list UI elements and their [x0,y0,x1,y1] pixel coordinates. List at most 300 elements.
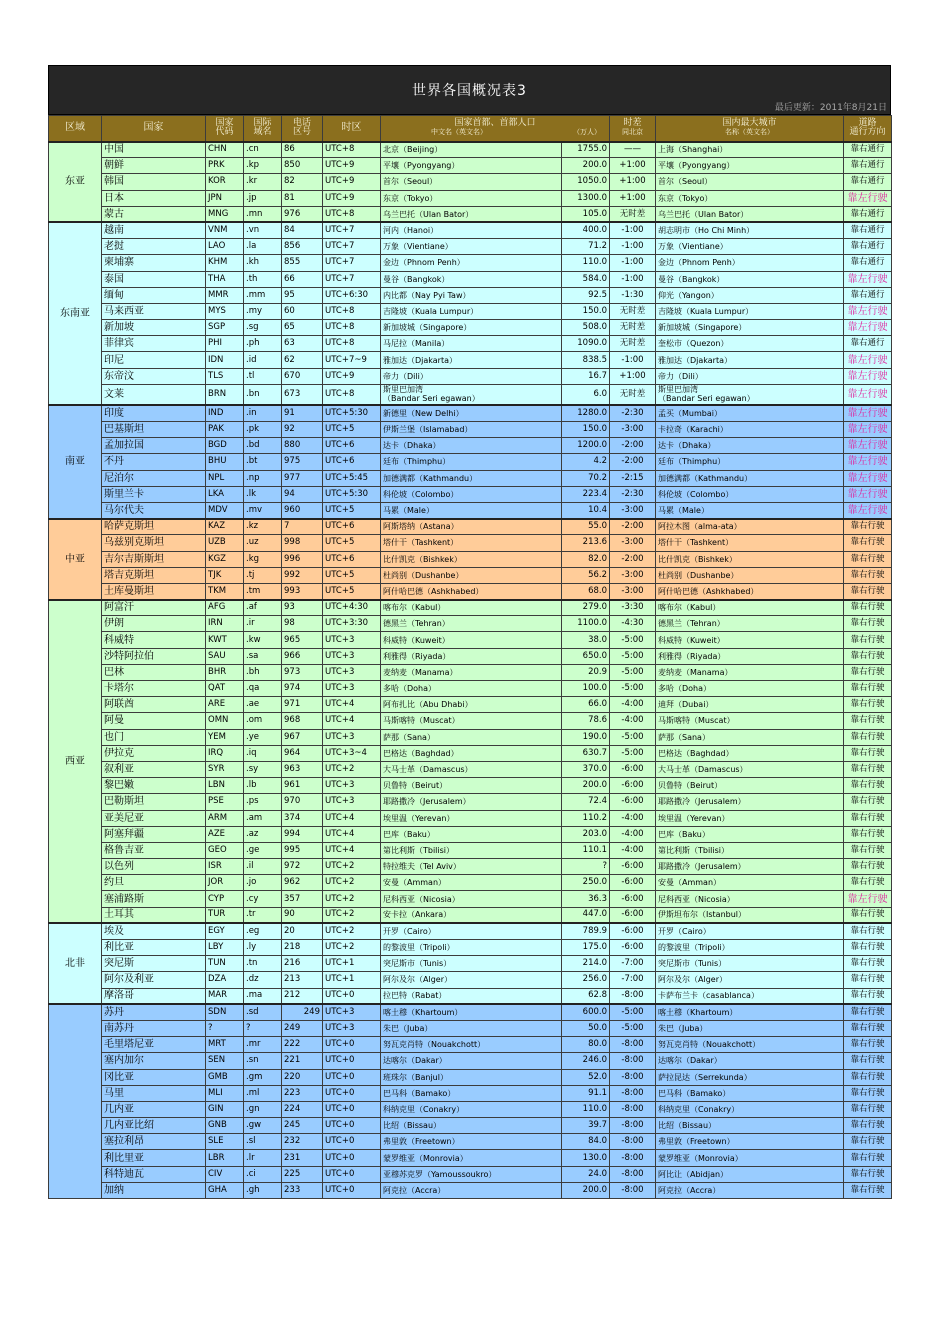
phone-code: 98 [282,616,323,632]
largest-city: 耶路撒冷（Jerusalem） [656,794,844,810]
timezone: UTC+5 [323,535,381,551]
table-row [49,697,892,713]
country-code: NPL [206,470,244,486]
table-row [49,1101,892,1117]
table-row [49,923,892,939]
country-code: IRQ [206,745,244,761]
table-row [49,1037,892,1053]
domain: ? [244,1020,282,1036]
country-name: 利比亚 [102,940,206,956]
largest-city: 麦纳麦（Manama） [656,664,844,680]
road-direction: 靠右行驶 [844,794,892,810]
time-diff: -1:00 [610,222,656,238]
capital: 开罗（Cairo） [381,923,562,939]
timezone: UTC+6 [323,454,381,470]
domain: .gw [244,1118,282,1134]
phone-code: 977 [282,470,323,486]
table-row [49,454,892,470]
population: 62.8 [562,988,610,1004]
time-diff: -8:00 [610,988,656,1004]
timezone: UTC+3 [323,729,381,745]
timezone: UTC+3 [323,794,381,810]
domain: .bt [244,454,282,470]
country-code: GEO [206,842,244,858]
capital: 科纳克里（Conakry） [381,1101,562,1117]
time-diff: -3:30 [610,600,656,616]
capital: 北京（Beijing） [381,142,562,158]
capital: 亚穆苏克罗（Yamoussoukro） [381,1166,562,1182]
population: 100.0 [562,681,610,697]
road-direction: 靠右通行 [844,336,892,352]
country-name: 不丹 [102,454,206,470]
time-diff: -8:00 [610,1085,656,1101]
time-diff: -5:00 [610,1020,656,1036]
capital: 耶路撒冷（Jerusalem） [381,794,562,810]
country-name: 南苏丹 [102,1020,206,1036]
population: 16.7 [562,368,610,384]
table-row [49,190,892,206]
timezone: UTC+5 [323,583,381,599]
phone-code: 249 [282,1004,323,1020]
population: 4.2 [562,454,610,470]
largest-city: 巴马科（Bamako） [656,1085,844,1101]
time-diff: -6:00 [610,907,656,923]
table-row [49,142,892,158]
country-name: 泰国 [102,271,206,287]
population: 24.0 [562,1166,610,1182]
country-code: GNB [206,1118,244,1134]
time-diff: -5:00 [610,632,656,648]
largest-city: 比绍（Bissau） [656,1118,844,1134]
largest-city: 斯里巴加湾 （Bandar Seri egawan） [656,384,844,405]
capital: 特拉维夫（Tel Aviv） [381,859,562,875]
capital: 科威特（Kuweit） [381,632,562,648]
table-row [49,222,892,238]
capital: 比什凯克（Bishkek） [381,551,562,567]
capital: 埃里温（Yerevan） [381,810,562,826]
country-code: LKA [206,486,244,502]
phone-code: 218 [282,940,323,956]
largest-city: 科纳克里（Conakry） [656,1101,844,1117]
country-name: 土耳其 [102,907,206,923]
table-row [49,206,892,222]
road-direction: 靠右行驶 [844,988,892,1004]
population: 250.0 [562,875,610,891]
table-row [49,681,892,697]
road-direction: 靠右行驶 [844,648,892,664]
domain: .cy [244,891,282,907]
timezone: UTC+4 [323,697,381,713]
capital: 安曼（Amman） [381,875,562,891]
road-direction: 靠右行驶 [844,1004,892,1020]
phone-code: 961 [282,778,323,794]
country-code: JOR [206,875,244,891]
road-direction: 靠右行驶 [844,1166,892,1182]
timezone: UTC+0 [323,1134,381,1150]
country-code: PRK [206,158,244,174]
largest-city: 达卡（Dhaka） [656,438,844,454]
capital: 科伦坡（Colombo） [381,486,562,502]
country-name: 伊朗 [102,616,206,632]
phone-code: 996 [282,551,323,567]
largest-city: 奎松市（Quezon） [656,336,844,352]
timezone: UTC+8 [323,336,381,352]
country-code: IND [206,405,244,421]
capital: 巴格达（Baghdad） [381,745,562,761]
largest-city: 德黑兰（Tehran） [656,616,844,632]
phone-code: 998 [282,535,323,551]
largest-city: 万象（Vientiane） [656,239,844,255]
road-direction: 靠右行驶 [844,600,892,616]
phone-code: 357 [282,891,323,907]
road-direction: 靠左行驶 [844,405,892,421]
country-name: 印度 [102,405,206,421]
population: 20.9 [562,664,610,680]
table-row [49,320,892,336]
phone-code: 670 [282,368,323,384]
domain: .cn [244,142,282,158]
table-row [49,826,892,842]
country-code: ? [206,1020,244,1036]
table-row [49,761,892,777]
phone-code: 855 [282,255,323,271]
country-code: AZE [206,826,244,842]
country-code: CYP [206,891,244,907]
country-code: KHM [206,255,244,271]
country-name: 也门 [102,729,206,745]
time-diff: -5:00 [610,648,656,664]
header-city-title: 国内最大城市 [722,118,777,129]
domain: .qa [244,681,282,697]
domain: .np [244,470,282,486]
population: 82.0 [562,551,610,567]
capital: 比绍（Bissau） [381,1118,562,1134]
largest-city: 阿克拉（Accra） [656,1182,844,1198]
road-direction: 靠右通行 [844,174,892,190]
population: 150.0 [562,303,610,319]
country-name: 尼泊尔 [102,470,206,486]
timezone: UTC+2 [323,923,381,939]
population: 80.0 [562,1037,610,1053]
phone-code: 60 [282,303,323,319]
time-diff: -7:00 [610,956,656,972]
time-diff: 无时差 [610,384,656,405]
largest-city: 耶路撒冷（Jerusalem） [656,859,844,875]
largest-city: 第比利斯（Tbilisi） [656,842,844,858]
capital: 东京（Tokyo） [381,190,562,206]
capital: 尼科西亚（Nicosia） [381,891,562,907]
time-diff: 无时差 [610,303,656,319]
country-name: 阿富汗 [102,600,206,616]
domain: .mm [244,287,282,303]
country-code: ARM [206,810,244,826]
timezone: UTC+0 [323,1037,381,1053]
domain: .kh [244,255,282,271]
domain: .bh [244,664,282,680]
road-direction: 靠右行驶 [844,826,892,842]
road-direction: 靠左行驶 [844,271,892,287]
table-row [49,940,892,956]
capital: 马累（Male） [381,502,562,518]
phone-code: 967 [282,729,323,745]
road-direction: 靠右行驶 [844,1085,892,1101]
road-direction: 靠右行驶 [844,842,892,858]
domain: .la [244,239,282,255]
timezone: UTC+8 [323,303,381,319]
road-direction: 靠左行驶 [844,438,892,454]
domain: .ae [244,697,282,713]
timezone: UTC+4 [323,842,381,858]
phone-code: 94 [282,486,323,502]
time-diff: -8:00 [610,1182,656,1198]
country-code: YEM [206,729,244,745]
population: 78.6 [562,713,610,729]
country-name: 突尼斯 [102,956,206,972]
road-direction: 靠左行驶 [844,384,892,405]
road-direction: 靠右行驶 [844,583,892,599]
population: 1300.0 [562,190,610,206]
domain: .tj [244,567,282,583]
phone-code: 992 [282,567,323,583]
capital: 首尔（Seoul） [381,174,562,190]
time-diff: -6:00 [610,761,656,777]
population: 630.7 [562,745,610,761]
phone-code: 95 [282,287,323,303]
domain: .sa [244,648,282,664]
largest-city: 科伦坡（Colombo） [656,486,844,502]
road-direction: 靠右行驶 [844,972,892,988]
timezone: UTC+1 [323,956,381,972]
road-direction: 靠右行驶 [844,1118,892,1134]
road-direction: 靠右通行 [844,142,892,158]
road-direction: 靠右行驶 [844,923,892,939]
country-name: 哈萨克斯坦 [102,519,206,535]
phone-code: 82 [282,174,323,190]
time-diff: -2:30 [610,405,656,421]
phone-code: 224 [282,1101,323,1117]
road-direction: 靠右行驶 [844,778,892,794]
country-code: AFG [206,600,244,616]
phone-code: 221 [282,1053,323,1069]
time-diff: -8:00 [610,1134,656,1150]
time-diff: +1:00 [610,158,656,174]
capital: 蒙罗维亚（Monrovia） [381,1150,562,1166]
country-code: MYS [206,303,244,319]
capital: 新德里（New Delhi） [381,405,562,421]
domain: .ly [244,940,282,956]
population: 10.4 [562,502,610,518]
population: 190.0 [562,729,610,745]
timezone: UTC+7~9 [323,352,381,368]
population: 600.0 [562,1004,610,1020]
header-diff [610,116,656,142]
road-direction: 靠左行驶 [844,891,892,907]
largest-city: 喀土穆（Khartoum） [656,1004,844,1020]
time-diff: -8:00 [610,1118,656,1134]
country-name: 文莱 [102,384,206,405]
capital: 河内（Hanoi） [381,222,562,238]
largest-city: 巴格达（Baghdad） [656,745,844,761]
domain: .lb [244,778,282,794]
timezone: UTC+6:30 [323,287,381,303]
country-name: 冈比亚 [102,1069,206,1085]
capital: 努瓦克肖特（Nouakchott） [381,1037,562,1053]
largest-city: 阿什哈巴德（Ashkhabed） [656,583,844,599]
timezone: UTC+3 [323,632,381,648]
capital: 安卡拉（Ankara） [381,907,562,923]
largest-city: 埃里温（Yerevan） [656,810,844,826]
population: 203.0 [562,826,610,842]
largest-city: 曼谷（Bangkok） [656,271,844,287]
phone-code: 971 [282,697,323,713]
header-phone: 电话 区号 [282,116,323,142]
capital: 曼谷（Bangkok） [381,271,562,287]
country-name: 加纳 [102,1182,206,1198]
capital: 廷布（Thimphu） [381,454,562,470]
country-name: 以色列 [102,859,206,875]
largest-city: 伊斯坦布尔（Istanbul） [656,907,844,923]
table-row [49,567,892,583]
timezone: UTC+2 [323,891,381,907]
timezone: UTC+6 [323,519,381,535]
domain: .gh [244,1182,282,1198]
capital: 阿克拉（Accra） [381,1182,562,1198]
phone-code: 84 [282,222,323,238]
timezone: UTC+8 [323,206,381,222]
road-direction: 靠右行驶 [844,761,892,777]
table-row [49,616,892,632]
capital: 塔什干（Tashkent） [381,535,562,551]
largest-city: 科威特（Kuweit） [656,632,844,648]
country-name: 几内亚比绍 [102,1118,206,1134]
phone-code: 374 [282,810,323,826]
domain: .il [244,859,282,875]
country-name: 新加坡 [102,320,206,336]
timezone: UTC+3 [323,648,381,664]
domain: .sg [244,320,282,336]
road-direction: 靠右通行 [844,239,892,255]
largest-city: 喀布尔（Kabul） [656,600,844,616]
largest-city: 多哈（Doha） [656,681,844,697]
time-diff: -2:00 [610,519,656,535]
country-code: SDN [206,1004,244,1020]
phone-code: 994 [282,826,323,842]
time-diff: -3:00 [610,502,656,518]
table-row [49,988,892,1004]
road-direction: 靠右行驶 [844,1134,892,1150]
capital: 阿尔及尔（Alger） [381,972,562,988]
time-diff: -4:00 [610,826,656,842]
capital: 帝力（Dili） [381,368,562,384]
domain: .eg [244,923,282,939]
time-diff: -6:00 [610,794,656,810]
table-row [49,336,892,352]
time-diff: -2:00 [610,551,656,567]
capital: 麦纳麦（Manama） [381,664,562,680]
domain: .sl [244,1134,282,1150]
table-row [49,384,892,405]
table-row [49,907,892,923]
population: 6.0 [562,384,610,405]
country-code: SEN [206,1053,244,1069]
domain: .ye [244,729,282,745]
capital: 第比利斯（Tbilisi） [381,842,562,858]
phone-code: 223 [282,1085,323,1101]
table-row [49,1085,892,1101]
title-bar [48,65,891,115]
time-diff: -1:00 [610,271,656,287]
country-name: 巴林 [102,664,206,680]
timezone: UTC+1 [323,972,381,988]
time-diff: -5:00 [610,1004,656,1020]
time-diff: -6:00 [610,859,656,875]
header-row [49,116,892,142]
time-diff: —— [610,142,656,158]
road-direction: 靠右行驶 [844,1101,892,1117]
country-name: 马来西亚 [102,303,206,319]
spreadsheet [48,65,891,1199]
country-code: MRT [206,1037,244,1053]
timezone: UTC+7 [323,222,381,238]
phone-code: 973 [282,664,323,680]
country-name: 韩国 [102,174,206,190]
population: 256.0 [562,972,610,988]
table-row [49,1004,892,1020]
time-diff: -8:00 [610,1101,656,1117]
header-capital-title: 国家首都、首都人口 [454,118,536,129]
country-name: 格鲁吉亚 [102,842,206,858]
road-direction: 靠右行驶 [844,1020,892,1036]
largest-city: 利雅得（Riyada） [656,648,844,664]
country-name: 阿曼 [102,713,206,729]
time-diff: -1:00 [610,239,656,255]
domain: .tm [244,583,282,599]
phone-code: 966 [282,648,323,664]
domain: .vn [244,222,282,238]
phone-code: 90 [282,907,323,923]
timezone: UTC+8 [323,320,381,336]
region-cell: 南亚 [49,405,102,518]
time-diff: -2:30 [610,486,656,502]
country-code: ISR [206,859,244,875]
time-diff: -8:00 [610,1037,656,1053]
country-table [48,115,892,1199]
population: 92.5 [562,287,610,303]
table-row [49,745,892,761]
capital: 伊斯兰堡（Islamabad） [381,422,562,438]
timezone: UTC+4 [323,810,381,826]
table-row [49,158,892,174]
capital: 班珠尔（Banjul） [381,1069,562,1085]
time-diff: +1:00 [610,368,656,384]
timezone: UTC+5 [323,422,381,438]
table-row [49,729,892,745]
phone-code: 220 [282,1069,323,1085]
largest-city: 突尼斯市（Tunis） [656,956,844,972]
time-diff: -2:15 [610,470,656,486]
largest-city: 卡拉奇（Karachi） [656,422,844,438]
country-code: THA [206,271,244,287]
table-row [49,551,892,567]
population: 71.2 [562,239,610,255]
domain: .pk [244,422,282,438]
timezone: UTC+0 [323,1150,381,1166]
road-direction: 靠右行驶 [844,681,892,697]
time-diff: -8:00 [610,1069,656,1085]
capital: 朱巴（Juba） [381,1020,562,1036]
largest-city: 东京（Tokyo） [656,190,844,206]
header-capital-sub: 中文名（英文名） [431,128,487,137]
